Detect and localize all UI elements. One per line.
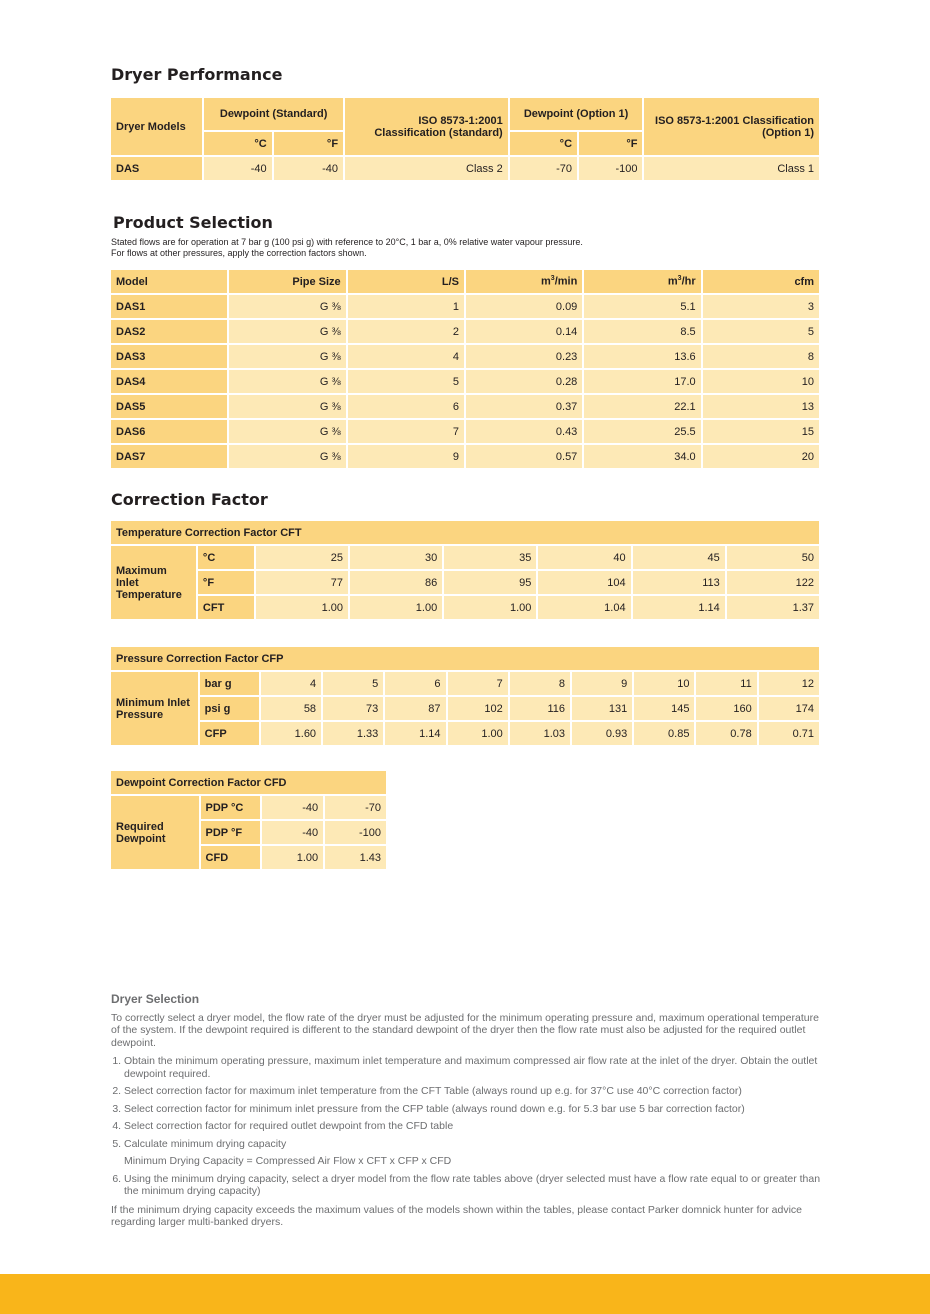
- cfp-value-cell: 1.60: [261, 722, 321, 745]
- std-c-value: -40: [204, 157, 271, 180]
- table-row: [111, 445, 819, 468]
- dryer-selection-steps: [111, 1055, 821, 1198]
- m3-min-cell: 0.57: [466, 445, 582, 468]
- ls-cell: 4: [348, 345, 464, 368]
- header-cfm: cfm: [703, 270, 819, 293]
- cfm-cell: 10: [703, 370, 819, 393]
- cft-value-cell: 35: [444, 546, 536, 569]
- model-cell: DAS5: [111, 395, 227, 418]
- std-f-value: -40: [274, 157, 343, 180]
- cft-row-label: °F: [198, 571, 254, 594]
- cfp-table: [109, 645, 821, 747]
- cft-row-label: °C: [198, 546, 254, 569]
- model-cell: DAS4: [111, 370, 227, 393]
- ls-cell: 1: [348, 295, 464, 318]
- dryer-performance-table: [109, 96, 821, 182]
- cfd-value-cell: 1.43: [325, 846, 386, 869]
- cfp-row-label: psi g: [200, 697, 259, 720]
- cfp-value-cell: 1.03: [510, 722, 570, 745]
- note-line-2: For flows at other pressures, apply the correction factors shown.: [111, 248, 367, 258]
- drying-capacity-formula: Minimum Drying Capacity = Compressed Air Flow x CFT x CFP x CFD: [124, 1155, 452, 1167]
- std-class-value: Class 2: [345, 157, 508, 180]
- pipe-size-cell: G ⅜: [229, 320, 345, 343]
- cft-value-cell: 95: [444, 571, 536, 594]
- ls-cell: 7: [348, 420, 464, 443]
- cfp-value-cell: 160: [696, 697, 756, 720]
- cft-value-cell: 1.00: [256, 596, 348, 619]
- header-opt-deg-c: °C: [510, 132, 577, 155]
- cfp-value-cell: 9: [572, 672, 632, 695]
- header-iso-standard: ISO 8573-1:2001 Classification (standard): [345, 98, 508, 155]
- header-m3-min: $m^3/\min$: [466, 270, 582, 293]
- opt-f-value: -100: [579, 157, 642, 180]
- cfp-row-label: bar g: [200, 672, 259, 695]
- cfp-value-cell: 1.33: [323, 722, 383, 745]
- cfd-value-cell: -40: [262, 796, 323, 819]
- note-line-1: Stated flows are for operation at 7 bar g (100 psi g) with reference to 20°C, 1 bar a, 0% relative water vapour pressure.: [111, 237, 583, 247]
- cfm-cell: 8: [703, 345, 819, 368]
- cft-group-label: Maximum Inlet Temperature: [111, 546, 196, 619]
- table-row: [111, 672, 819, 695]
- cfp-value-cell: 0.78: [696, 722, 756, 745]
- table-row: [111, 370, 819, 393]
- list-item: 2. Select correction factor for maximum inlet temperature from the CFT Table (always round up e.g. for 37°C use 40°C correction factor): [124, 1085, 821, 1098]
- m3-hr-cell: 25.5: [584, 420, 700, 443]
- header-opt-deg-f: °F: [579, 132, 642, 155]
- table-row: [111, 571, 819, 594]
- cfd-row-label: CFD: [201, 846, 261, 869]
- cfp-value-cell: 131: [572, 697, 632, 720]
- ls-cell: 5: [348, 370, 464, 393]
- cfd-row-label: PDP °C: [201, 796, 261, 819]
- cft-value-cell: 104: [538, 571, 630, 594]
- m3-hr-cell: 34.0: [584, 445, 700, 468]
- cfp-value-cell: 58: [261, 697, 321, 720]
- cfp-value-cell: 6: [385, 672, 445, 695]
- header-dewpoint-option: Dewpoint (Option 1): [510, 98, 643, 130]
- m3-hr-cell: 17.0: [584, 370, 700, 393]
- table-row: [111, 345, 819, 368]
- cft-value-cell: 25: [256, 546, 348, 569]
- m3-hr-cell: 22.1: [584, 395, 700, 418]
- cfp-value-cell: 87: [385, 697, 445, 720]
- m3-hr-cell: 13.6: [584, 345, 700, 368]
- header-ls: L/S: [348, 270, 464, 293]
- cft-value-cell: 1.00: [444, 596, 536, 619]
- cfp-value-cell: 1.14: [385, 722, 445, 745]
- m3-min-cell: 0.14: [466, 320, 582, 343]
- table-row: [111, 796, 386, 819]
- header-std-deg-c: °C: [204, 132, 271, 155]
- cfd-title: Dewpoint Correction Factor CFD: [111, 771, 386, 794]
- cfp-value-cell: 0.71: [759, 722, 819, 745]
- cfd-table: [109, 769, 388, 871]
- cfp-value-cell: 5: [323, 672, 383, 695]
- model-cell: DAS2: [111, 320, 227, 343]
- pipe-size-cell: G ⅜: [229, 370, 345, 393]
- cft-value-cell: 30: [350, 546, 442, 569]
- table-row: [111, 697, 819, 720]
- m3-min-cell: 0.23: [466, 345, 582, 368]
- header-model: Model: [111, 270, 227, 293]
- cfd-value-cell: -100: [325, 821, 386, 844]
- cft-value-cell: 45: [633, 546, 725, 569]
- header-dryer-models: Dryer Models: [111, 98, 202, 155]
- cft-value-cell: 1.14: [633, 596, 725, 619]
- opt-c-value: -70: [510, 157, 577, 180]
- ls-cell: 2: [348, 320, 464, 343]
- dryer-model: DAS: [111, 157, 202, 180]
- cfd-group-label: Required Dewpoint: [111, 796, 199, 869]
- cfp-value-cell: 1.00: [448, 722, 508, 745]
- model-cell: DAS7: [111, 445, 227, 468]
- m3-min-cell: 0.09: [466, 295, 582, 318]
- cfm-cell: 5: [703, 320, 819, 343]
- cfp-value-cell: 0.85: [634, 722, 694, 745]
- cft-value-cell: 77: [256, 571, 348, 594]
- list-item: 5. Calculate minimum drying capacity Minimum Drying Capacity = Compressed Air Flow x CFT x CFP x CFD: [124, 1138, 821, 1168]
- model-cell: DAS6: [111, 420, 227, 443]
- product-selection-note: [111, 237, 583, 259]
- list-item: 4. Select correction factor for required outlet dewpoint from the CFD table: [124, 1120, 821, 1133]
- footer-bar: [0, 1274, 930, 1314]
- cfm-cell: 3: [703, 295, 819, 318]
- product-selection-table: [109, 268, 821, 470]
- cft-value-cell: 40: [538, 546, 630, 569]
- cfp-value-cell: 102: [448, 697, 508, 720]
- model-cell: DAS1: [111, 295, 227, 318]
- cfp-value-cell: 7: [448, 672, 508, 695]
- table-row: [111, 420, 819, 443]
- product-selection-title: Product Selection: [113, 213, 273, 232]
- table-row: [111, 395, 819, 418]
- header-std-deg-f: °F: [274, 132, 343, 155]
- pipe-size-cell: G ⅜: [229, 445, 345, 468]
- cfp-value-cell: 0.93: [572, 722, 632, 745]
- header-m3-hr: $m^3/hr$: [584, 270, 700, 293]
- list-item: 6. Using the minimum drying capacity, select a dryer model from the flow rate tables above (dryer selected must have a flow rate equal to or greater than the minimum drying capacity): [124, 1173, 821, 1198]
- pipe-size-cell: G ⅜: [229, 395, 345, 418]
- list-item: 3. Select correction factor for minimum inlet pressure from the CFP table (always round down e.g. for 5.3 bar use 5 bar correction factor): [124, 1103, 821, 1116]
- table-row: [111, 546, 819, 569]
- cft-value-cell: 86: [350, 571, 442, 594]
- dryer-selection-title: Dryer Selection: [111, 992, 200, 1006]
- cft-row-label: CFT: [198, 596, 254, 619]
- cfd-row-label: PDP °F: [201, 821, 261, 844]
- table-row: [111, 157, 819, 180]
- cfp-value-cell: 8: [510, 672, 570, 695]
- cfp-value-cell: 145: [634, 697, 694, 720]
- dryer-selection-outro: If the minimum drying capacity exceeds the maximum values of the models shown within the tables, please contact Parker domnick hunter for advice regarding larger multi-banked dryers.: [111, 1203, 802, 1228]
- cfp-value-cell: 116: [510, 697, 570, 720]
- pipe-size-cell: G ⅜: [229, 345, 345, 368]
- m3-hr-cell: 5.1: [584, 295, 700, 318]
- header-iso-option: ISO 8573-1:2001 Classification (Option 1): [644, 98, 819, 155]
- table-row: [111, 295, 819, 318]
- cft-value-cell: 50: [727, 546, 819, 569]
- dryer-selection: [111, 993, 821, 1235]
- cfp-value-cell: 4: [261, 672, 321, 695]
- model-cell: DAS3: [111, 345, 227, 368]
- list-item: 1. Obtain the minimum operating pressure, maximum inlet temperature and maximum compressed air flow rate at the inlet of the dryer. Obtain the outlet dewpoint required.: [124, 1055, 821, 1080]
- cfp-value-cell: 11: [696, 672, 756, 695]
- cft-value-cell: 1.37: [727, 596, 819, 619]
- correction-factor-title: Correction Factor: [111, 490, 268, 509]
- opt-class-value: Class 1: [644, 157, 819, 180]
- m3-hr-cell: 8.5: [584, 320, 700, 343]
- cfp-row-label: CFP: [200, 722, 259, 745]
- cft-value-cell: 113: [633, 571, 725, 594]
- header-pipe-size: Pipe Size: [229, 270, 345, 293]
- pipe-size-cell: G ⅜: [229, 420, 345, 443]
- cft-value-cell: 1.00: [350, 596, 442, 619]
- cfp-value-cell: 12: [759, 672, 819, 695]
- cfp-title: Pressure Correction Factor CFP: [111, 647, 819, 670]
- ls-cell: 9: [348, 445, 464, 468]
- cfd-value-cell: 1.00: [262, 846, 323, 869]
- ls-cell: 6: [348, 395, 464, 418]
- cft-value-cell: 1.04: [538, 596, 630, 619]
- table-row: [111, 722, 819, 745]
- cfp-value-cell: 174: [759, 697, 819, 720]
- cfp-value-cell: 73: [323, 697, 383, 720]
- dryer-performance-title: Dryer Performance: [111, 65, 283, 84]
- table-row: [111, 596, 819, 619]
- cfm-cell: 20: [703, 445, 819, 468]
- cft-table: [109, 519, 821, 621]
- m3-min-cell: 0.43: [466, 420, 582, 443]
- cfd-value-cell: -40: [262, 821, 323, 844]
- dryer-selection-intro: To correctly select a dryer model, the flow rate of the dryer must be adjusted for the minimum operating pressure and, maximum operational temperature of the system. If the dewpoint required is different to the standard dewpoint of the dryer then the flow rate must also be adjusted for the required outlet dewpoint.: [111, 1011, 819, 1049]
- pipe-size-cell: G ⅜: [229, 295, 345, 318]
- cfm-cell: 13: [703, 395, 819, 418]
- m3-min-cell: 0.28: [466, 370, 582, 393]
- table-row: [111, 320, 819, 343]
- m3-min-cell: 0.37: [466, 395, 582, 418]
- cfp-group-label: Minimum Inlet Pressure: [111, 672, 198, 745]
- cft-title: Temperature Correction Factor CFT: [111, 521, 819, 544]
- header-dewpoint-standard: Dewpoint (Standard): [204, 98, 343, 130]
- cfp-value-cell: 10: [634, 672, 694, 695]
- cft-value-cell: 122: [727, 571, 819, 594]
- cfm-cell: 15: [703, 420, 819, 443]
- cfd-value-cell: -70: [325, 796, 386, 819]
